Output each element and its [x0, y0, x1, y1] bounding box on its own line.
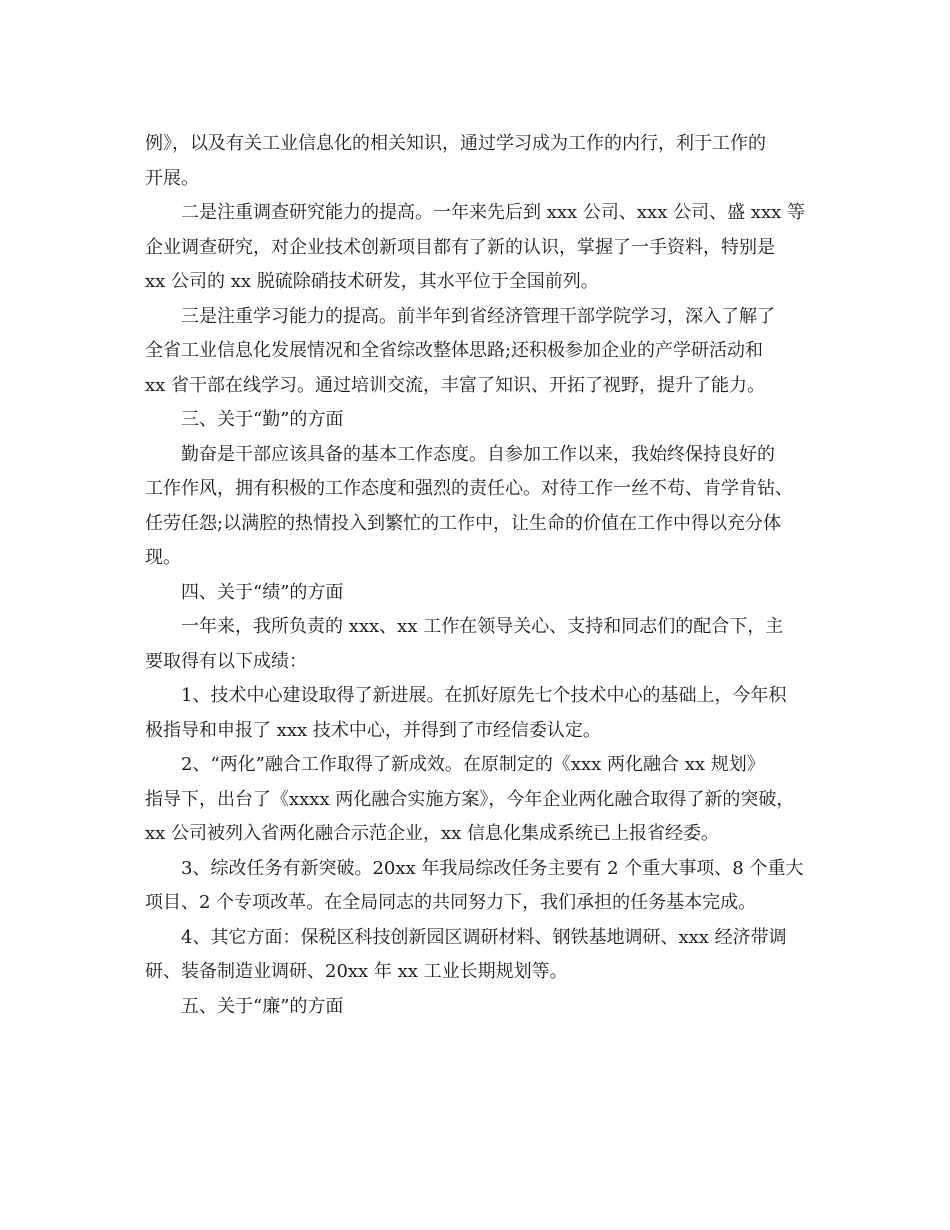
- text-line: 工作作风，拥有积极的工作态度和强烈的责任心。对待工作一丝不苟、肯学肯钻、: [145, 478, 793, 499]
- text-line: xx 省干部在线学习。通过培训交流，丰富了知识、开拓了视野，提升了能力。: [145, 374, 766, 396]
- text-line: 二是注重调查研究能力的提高。一年来先后到 xxx 公司、xxx 公司、盛 xxx 等: [181, 202, 805, 223]
- text-line: 极指导和申报了 xxx 技术中心，并得到了市经信委认定。: [145, 719, 601, 741]
- text-line: 指导下，出台了《xxxx 两化融合实施方案》，今年企业两化融合取得了新的突破，: [145, 788, 795, 810]
- text-line: 研、装备制造业调研、20xx 年 xx 工业长期规划等。: [145, 961, 568, 982]
- text-line: 项目、2 个专项改革。在全局同志的共同努力下，我们承担的任务基本完成。: [145, 892, 757, 913]
- text-line: 开展。: [145, 167, 199, 189]
- text-line: 现。: [145, 547, 181, 568]
- text-line: 例》，以及有关工业信息化的相关知识，通过学习成为工作的内行，利于工作的: [145, 133, 766, 154]
- text-line: 三、关于“勤”的方面: [181, 409, 344, 430]
- text-line: 三是注重学习能力的提高。前半年到省经济管理干部学院学习，深入了解了: [181, 305, 775, 327]
- text-line: 4、其它方面：保税区科技创新园区调研材料、钢铁基地调研、xxx 经济带调: [181, 926, 787, 948]
- text-line: 五、关于“廉”的方面: [181, 995, 344, 1017]
- text-line: xx 公司被列入省两化融合示范企业，xx 信息化集成系统已上报省经委。: [145, 823, 720, 844]
- text-line: 要取得有以下成绩：: [145, 650, 307, 672]
- text-line: 3、综改任务有新突破。20xx 年我局综改任务主要有 2 个重大事项、8 个重大: [181, 857, 804, 879]
- text-line: 勤奋是干部应该具备的基本工作态度。自参加工作以来，我始终保持良好的: [181, 443, 775, 465]
- document-body: [145, 127, 805, 1024]
- text-line: xx 公司的 xx 脱硫除硝技术研发，其水平位于全国前列。: [145, 271, 599, 292]
- text-line: 任劳任怨;以满腔的热情投入到繁忙的工作中，让生命的价值在工作中得以充分体: [145, 512, 782, 534]
- text-line: 四、关于“绩”的方面: [181, 581, 344, 603]
- text-line: 一年来，我所负责的 xxx、xx 工作在领导关心、支持和同志们的配合下，主: [181, 616, 784, 637]
- text-line: 全省工业信息化发展情况和全省综改整体思路;还积极参加企业的产学研活动和: [145, 340, 764, 361]
- text-line: 2、“两化”融合工作取得了新成效。在原制定的《xxx 两化融合 xx 规划》: [181, 754, 765, 775]
- text-line: 1、技术中心建设取得了新进展。在抓好原先七个技术中心的基础上，今年积: [181, 685, 787, 706]
- text-line: 企业调查研究，对企业技术创新项目都有了新的认识，掌握了一手资料，特别是: [145, 236, 775, 258]
